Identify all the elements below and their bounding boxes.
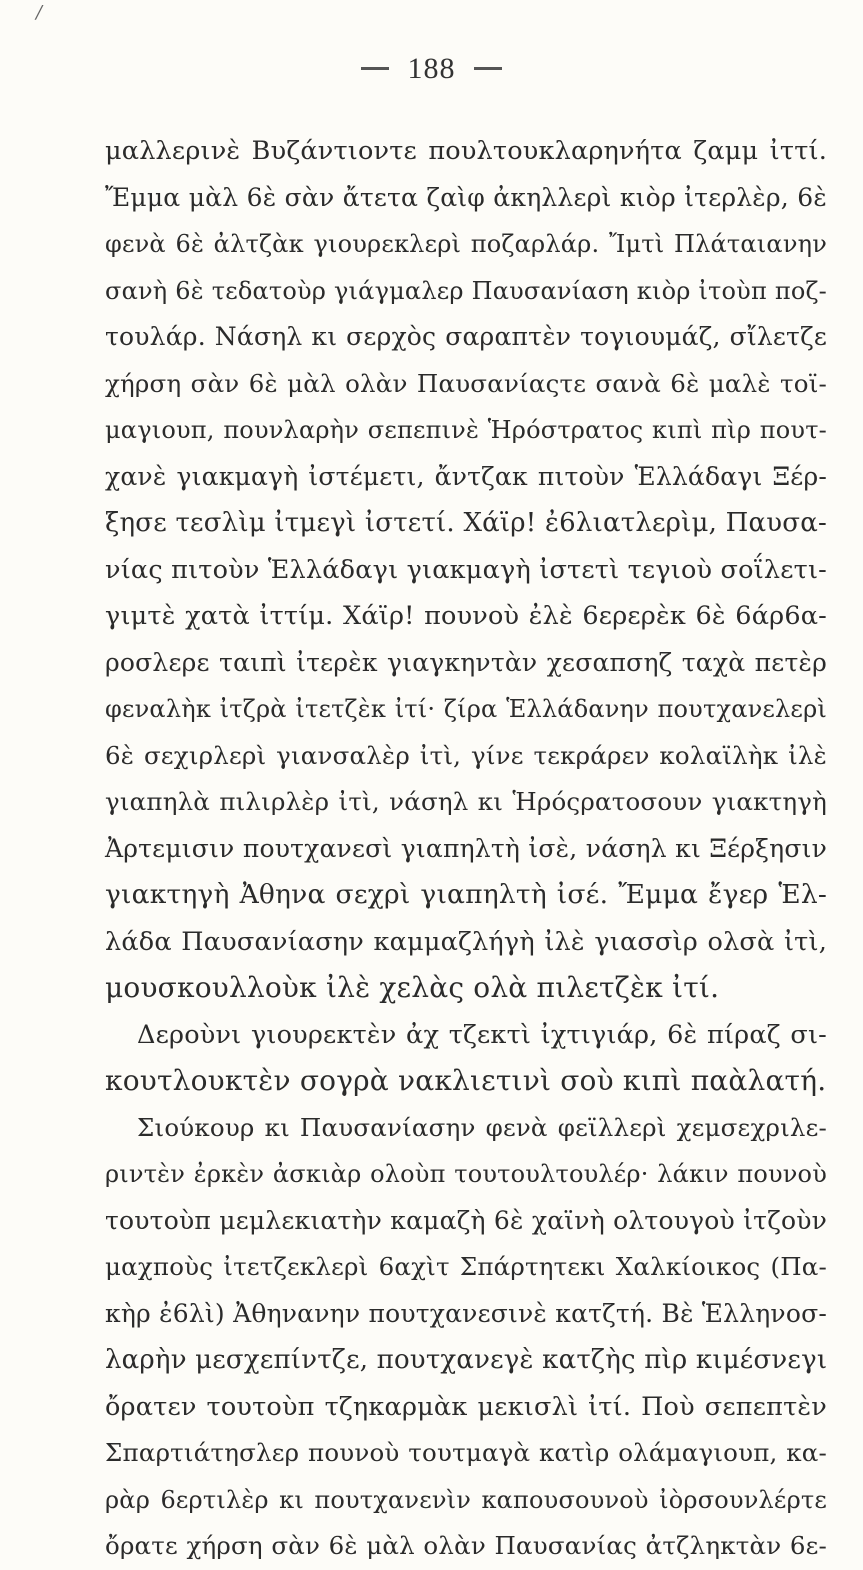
text-line: φεναλὴκ ἰτζρὰ ἰτετζὲκ ἰτί· ζίρα Ἑλλάδανην πουτχανελερὶ [105, 695, 827, 723]
text-line: μαλλερινὲ Βυζάντιοντε πουλτουκλαρηνήτα ζαμμ ἰττί. [105, 136, 827, 166]
body-text [105, 128, 827, 1570]
header-dash-left [361, 67, 389, 70]
text-line: ριντὲν ἐρκὲν ἀσκιὰρ ολοὺπ τουτουλτουλέρ· λάκιν πουνοὺ [105, 1160, 827, 1188]
text-line: μαγιουπ, πουνλαρὴν σεπεπινὲ Ἡρόστρατος κιπὶ πὶρ πουτ- [105, 416, 827, 444]
text-line: σανὴ 6ὲ τεδατοὺρ γιάγμαλερ Παυσανίαση κιὸρ ἰτοὺπ ποζ- [105, 276, 827, 305]
text-line: Σπαρτιάτησλερ πουνοὺ τουτμαγὰ κατὶρ ολάμαγιουπ, κα- [105, 1438, 827, 1467]
text-line: ὄρατε χήρση σὰν 6ὲ μὰλ ολὰν Παυσανίας ἀτζληκτὰν 6ε- [105, 1531, 827, 1560]
text-line: 6ὲ σεχιρλερὶ γιανσαλὲρ ἰτὶ, γίνε τεκράρεν κολαϊλὴκ ἰλὲ [105, 740, 827, 770]
text-line: Δεροὺνι γιουρεκτὲν ἀχ τζεκτὶ ἰχτιγιάρ, 6ὲ πίραζ σι- [137, 1019, 827, 1050]
text-line: Ἔμμα μὰλ 6ὲ σὰν ἄτετα ζαὶφ ἀκηλλερὶ κιὸρ ἰτερλὲρ, 6ὲ [105, 182, 827, 212]
text-line: κουτλουκτὲν σογρὰ νακλιετινὶ σοὺ κιπὶ παὰλατή. [105, 1064, 827, 1097]
text-line: γιμτὲ χατὰ ἰττίμ. Χάϊρ! πουνοὺ ἐλὲ 6ερερὲκ 6ὲ 6άρ6α- [105, 601, 827, 631]
text-line: χήρση σὰν 6ὲ μὰλ ολὰν Παυσανίαςτε σανὰ 6ὲ μαλὲ τοϊ- [105, 368, 827, 398]
text-line: νίας πιτοὺν Ἑλλάδαγι γιακμαγὴ ἰστετὶ τεγιοὺ σοΐλετι- [105, 554, 827, 585]
text-line: φενὰ 6ὲ ἀλτζὰκ γιουρεκλερὶ ποζαρλάρ. Ἴμτὶ Πλάταιανην [105, 230, 827, 258]
text-line: κὴρ ἐ6λὶ) Ἀθηνανην πουτχανεσινὲ κατζτή. Βὲ Ἑλληνοσ- [105, 1298, 827, 1328]
text-line: λαρὴν μεσχεπίντζε, πουτχανεγὲ κατζὴς πὶρ κιμέσνεγι [105, 1345, 828, 1375]
page-number: 188 [407, 52, 456, 85]
text-line: λάδα Παυσανίασην καμμαζλήγὴ ἰλὲ γιασσὶρ ολσὰ ἰτὶ, [105, 926, 827, 957]
corner-pencil-mark: / [36, 2, 43, 23]
text-line: ροσλερε ταιπὶ ἰτερὲκ γιαγκηντὰν χεσαπσηζ ταχὰ πετὲρ [105, 647, 827, 677]
text-line: ρὰρ 6ερτιλὲρ κι πουτχανενὶν καπουσουνοὺ ἰὸρσουνλέρτε [105, 1485, 827, 1514]
text-line: τουλάρ. Νάσηλ κι σερχὸς σαραπτὲν τογιουμάζ, σἴλετζε [105, 322, 827, 351]
page-header [0, 52, 863, 86]
text-line: ὄρατεν τουτοὺπ τζηκαρμὰκ μεκισλὶ ἰτί. Ποὺ σεπεπτὲν [105, 1391, 827, 1422]
text-line: γιακτηγὴ Ἀθηνα σεχρὶ γιαπηλτὴ ἰσέ. Ἔμμα ἔγερ Ἑλ- [105, 879, 827, 910]
text-line: γιαπηλὰ πιλιρλὲρ ἰτὶ, νάσηλ κι Ἡρόςρατοσουν γιακτηγὴ [105, 787, 827, 816]
text-line: χανὲ γιακμαγὴ ἰστέμετι, ἄντζακ πιτοὺν Ἑλλάδαγι Ξέρ- [105, 461, 827, 491]
header-dash-right [474, 67, 502, 70]
text-line: ξησε τεσλὶμ ἰτμεγὶ ἰστετί. Χάϊρ! ἐ6λιατλερὶμ, Παυσα- [105, 508, 827, 538]
text-line: μαχποὺς ἰτετζεκλερὶ 6αχὶτ Σπάρτητεκι Χαλκίοικος (Πα- [105, 1252, 827, 1281]
text-line: Ἀρτεμισιν πουτχανεσὶ γιαπηλτὴ ἰσὲ, νάσηλ κι Ξέρξησιν [105, 833, 827, 863]
text-line: Σιούκουρ κι Παυσανίασην φενὰ φεϊλλερὶ χεμσεχριλε- [137, 1112, 827, 1142]
text-line: τουτοὺπ μεμλεκιατὴν καμαζὴ 6ὲ χαϊνὴ ολτουγοὺ ἰτζοὺν [105, 1205, 827, 1235]
text-line: μουσκουλλοὺκ ἰλὲ χελὰς ολὰ πιλετζὲκ ἰτί. [105, 971, 720, 1004]
